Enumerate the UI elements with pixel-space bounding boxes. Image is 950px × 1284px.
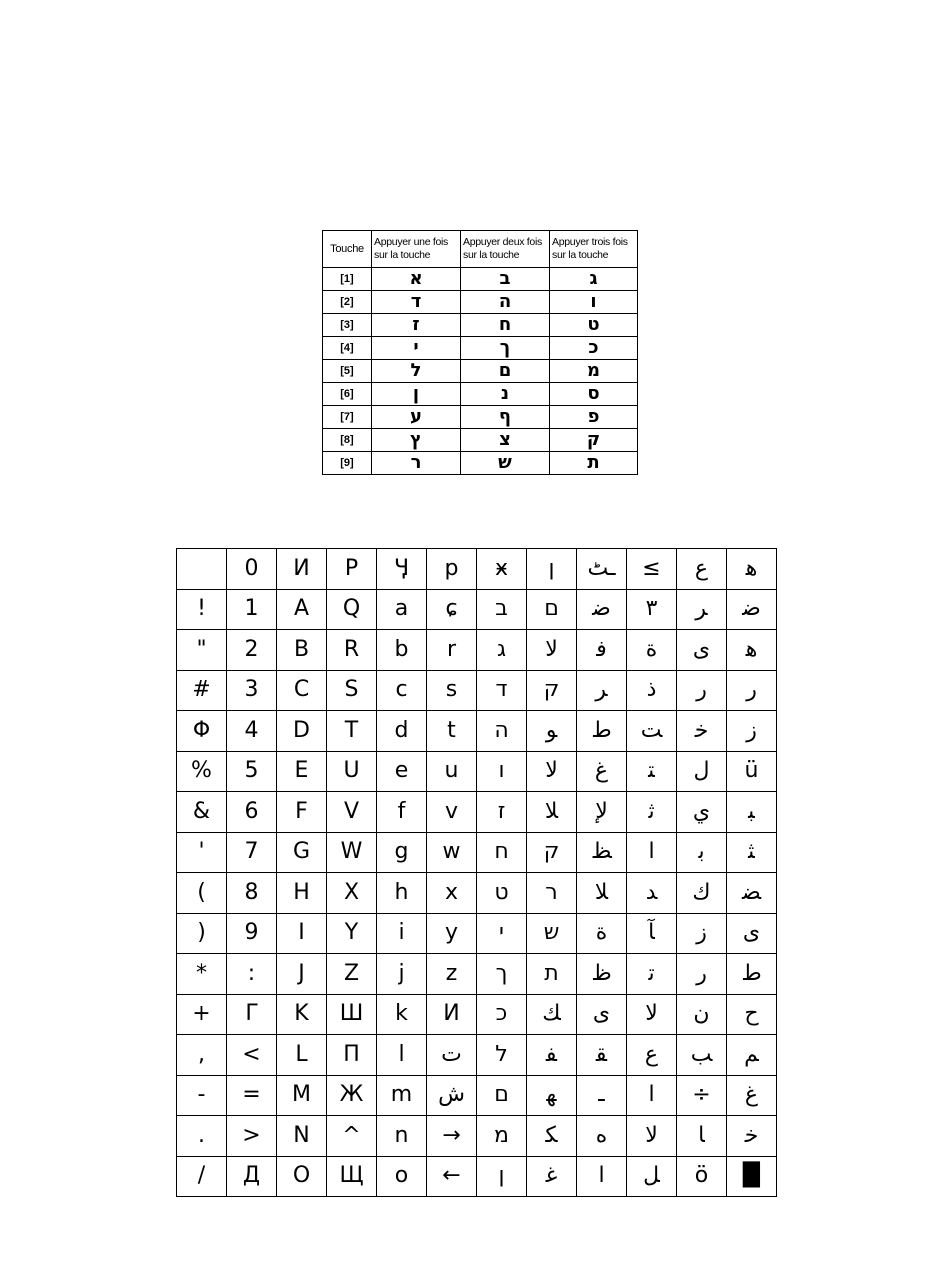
char-cell: ى <box>727 913 777 954</box>
key-cell: [6] <box>323 383 372 406</box>
press-twice-cell: ה <box>461 291 550 314</box>
char-cell: U <box>327 751 377 792</box>
char-cell: р <box>427 549 477 590</box>
char-cell: י <box>477 913 527 954</box>
char-cell: ﺭ <box>727 670 777 711</box>
char-cell: E <box>277 751 327 792</box>
hebrew-table-row <box>323 268 638 291</box>
char-cell: ג <box>477 630 527 671</box>
char-cell: 0 <box>227 549 277 590</box>
press-twice-cell: ח <box>461 314 550 337</box>
press-once-cell: א <box>372 268 461 291</box>
char-cell: ק <box>527 670 577 711</box>
char-cell: e <box>377 751 427 792</box>
char-cell: ة <box>627 630 677 671</box>
char-cell: Φ <box>177 711 227 752</box>
char-cell: " <box>177 630 227 671</box>
char-cell: ד <box>477 670 527 711</box>
char-cell: ﺮ <box>677 589 727 630</box>
char-cell: ﻬ <box>527 1075 577 1116</box>
char-cell: ≤ <box>627 549 677 590</box>
hebrew-table-row <box>323 452 638 475</box>
char-cell: ﺭ <box>677 954 727 995</box>
char-cell: כ <box>477 994 527 1035</box>
char-cell: ö <box>677 1156 727 1197</box>
char-cell: ﺮ <box>577 670 627 711</box>
char-cell: ﻞ <box>627 1156 677 1197</box>
char-cell: ع <box>677 549 727 590</box>
char-grid-row <box>177 630 777 671</box>
key-cell: [7] <box>323 406 372 429</box>
char-cell: ﺗ <box>627 954 677 995</box>
char-grid-row <box>177 549 777 590</box>
char-cell: ת <box>527 954 577 995</box>
char-cell: מ <box>477 1116 527 1157</box>
char-cell: 5 <box>227 751 277 792</box>
char-cell: ا <box>627 1075 677 1116</box>
key-cell: [3] <box>323 314 372 337</box>
char-cell: 7 <box>227 832 277 873</box>
char-grid-row <box>177 1035 777 1076</box>
char-grid-row <box>177 873 777 914</box>
hebrew-table-row <box>323 429 638 452</box>
char-cell: ﻁ <box>577 711 627 752</box>
hebrew-table-row <box>323 291 638 314</box>
press-thrice-cell: ס <box>550 383 638 406</box>
char-cell: ﺧ <box>677 711 727 752</box>
char-cell: И <box>427 994 477 1035</box>
char-grid-row <box>177 913 777 954</box>
char-cell: ^ <box>327 1116 377 1157</box>
char-cell: Щ <box>327 1156 377 1197</box>
char-grid-row <box>177 751 777 792</box>
char-cell: Q <box>327 589 377 630</box>
char-cell: 4 <box>227 711 277 752</box>
press-twice-cell: ף <box>461 406 550 429</box>
char-cell: ﻆ <box>577 832 627 873</box>
key-cell: [1] <box>323 268 372 291</box>
char-cell: ﻢ <box>727 1035 777 1076</box>
char-cell: W <box>327 832 377 873</box>
char-cell: < <box>227 1035 277 1076</box>
char-cell: ﺖ <box>627 711 677 752</box>
char-cell: Ӌ <box>377 549 427 590</box>
char-cell: ﻹ <box>577 792 627 833</box>
header-press-once: Appuyer une fois sur la touche <box>372 231 461 268</box>
char-cell: 3 <box>227 670 277 711</box>
char-cell: ל <box>477 1035 527 1076</box>
char-cell: # <box>177 670 227 711</box>
char-cell: ى <box>677 630 727 671</box>
char-cell: ٣ <box>627 589 677 630</box>
char-cell: ﻮ <box>527 711 577 752</box>
char-cell: P <box>327 549 377 590</box>
char-cell: ﺎ <box>677 1116 727 1157</box>
char-cell: Д <box>227 1156 277 1197</box>
char-cell: ن <box>677 994 727 1035</box>
char-cell: ﻻ <box>527 630 577 671</box>
char-cell: ← <box>427 1156 477 1197</box>
char-cell: * <box>177 954 227 995</box>
char-cell: ש <box>527 913 577 954</box>
press-thrice-cell: ט <box>550 314 638 337</box>
char-cell: N <box>277 1116 327 1157</box>
hebrew-table-row <box>323 360 638 383</box>
char-cell: z <box>427 954 477 995</box>
char-cell: g <box>377 832 427 873</box>
hebrew-table-row <box>323 314 638 337</box>
char-grid-row <box>177 832 777 873</box>
char-cell: ﺿ <box>577 589 627 630</box>
char-cell: ﺐ <box>677 1035 727 1076</box>
char-grid-row <box>177 589 777 630</box>
char-cell: █ <box>727 1156 777 1197</box>
char-cell: Z <box>327 954 377 995</box>
press-thrice-cell: מ <box>550 360 638 383</box>
char-cell: ﻫ <box>727 630 777 671</box>
press-twice-cell: נ <box>461 383 550 406</box>
press-once-cell: ל <box>372 360 461 383</box>
press-thrice-cell: פ <box>550 406 638 429</box>
press-thrice-cell: ק <box>550 429 638 452</box>
char-cell: Γ <box>227 994 277 1035</box>
char-cell: R <box>327 630 377 671</box>
char-grid-row <box>177 994 777 1035</box>
char-cell: ט <box>477 873 527 914</box>
char-cell: ﻩ <box>577 1116 627 1157</box>
char-cell: ﻼ <box>577 873 627 914</box>
char-cell: ﺡ <box>727 994 777 1035</box>
char-cell: ي <box>677 792 727 833</box>
char-cell: ـ <box>577 1075 627 1116</box>
char-cell: 9 <box>227 913 277 954</box>
char-cell: t <box>427 711 477 752</box>
key-cell: [9] <box>323 452 372 475</box>
char-cell: x <box>427 873 477 914</box>
char-cell: ﻙ <box>677 873 727 914</box>
char-cell: ך <box>477 954 527 995</box>
char-cell: O <box>277 1156 327 1197</box>
char-cell: ) <box>177 913 227 954</box>
char-cell: ﺛ <box>627 792 677 833</box>
char-cell <box>177 549 227 590</box>
char-cell: M <box>277 1075 327 1116</box>
char-cell: ז <box>477 792 527 833</box>
char-cell: Y <box>327 913 377 954</box>
char-cell: : <box>227 954 277 995</box>
hebrew-table-row <box>323 337 638 360</box>
char-cell: I <box>277 913 327 954</box>
char-grid-row <box>177 1156 777 1197</box>
char-cell: j <box>377 954 427 995</box>
char-cell: ﺭ <box>677 670 727 711</box>
char-cell: = <box>227 1075 277 1116</box>
press-once-cell: ע <box>372 406 461 429</box>
char-cell: / <box>177 1156 227 1197</box>
char-cell: o <box>377 1156 427 1197</box>
char-cell: D <box>277 711 327 752</box>
key-cell: [5] <box>323 360 372 383</box>
char-cell: ا <box>627 832 677 873</box>
char-cell: J <box>277 954 327 995</box>
char-cell: ﻍ <box>577 751 627 792</box>
char-cell: ﻏ <box>527 1156 577 1197</box>
char-cell: y <box>427 913 477 954</box>
char-grid-row <box>177 670 777 711</box>
char-cell: , <box>177 1035 227 1076</box>
char-cell: ﻚ <box>527 994 577 1035</box>
char-grid-row <box>177 792 777 833</box>
character-set-grid <box>176 548 777 1197</box>
char-cell: Ж <box>327 1075 377 1116</box>
char-cell: ﺧ <box>727 1116 777 1157</box>
char-cell: ﻻ <box>527 751 577 792</box>
char-grid-row <box>177 1116 777 1157</box>
char-cell: ﺒ <box>727 792 777 833</box>
char-cell: s <box>427 670 477 711</box>
press-once-cell: ץ <box>372 429 461 452</box>
press-twice-cell: ש <box>461 452 550 475</box>
char-cell: X <box>327 873 377 914</box>
char-cell: ﻔ <box>527 1035 577 1076</box>
char-cell: ן <box>477 1156 527 1197</box>
char-cell: - <box>177 1075 227 1116</box>
hebrew-table-row <box>323 406 638 429</box>
char-cell: Ш <box>327 994 377 1035</box>
char-cell: ם <box>527 589 577 630</box>
char-cell: F <box>277 792 327 833</box>
char-cell: ɕ <box>427 589 477 630</box>
char-cell: ﻼ <box>527 792 577 833</box>
char-cell: ן <box>527 549 577 590</box>
char-cell: l <box>377 1035 427 1076</box>
char-cell: b <box>377 630 427 671</box>
press-twice-cell: צ <box>461 429 550 452</box>
char-cell: K <box>277 994 327 1035</box>
char-cell: B <box>277 630 327 671</box>
char-cell: ם <box>477 1075 527 1116</box>
char-cell: + <box>177 994 227 1035</box>
char-cell: A <box>277 589 327 630</box>
press-thrice-cell: כ <box>550 337 638 360</box>
char-cell: ﻉ <box>627 1035 677 1076</box>
press-once-cell: ד <box>372 291 461 314</box>
char-cell: ﺘ <box>627 751 677 792</box>
char-cell: H <box>277 873 327 914</box>
char-cell: ﻀ <box>727 873 777 914</box>
key-cell: [4] <box>323 337 372 360</box>
char-cell: n <box>377 1116 427 1157</box>
char-cell: 8 <box>227 873 277 914</box>
char-cell: ـٹ <box>577 549 627 590</box>
char-cell: S <box>327 670 377 711</box>
press-once-cell: ר <box>372 452 461 475</box>
char-cell: ב <box>477 589 527 630</box>
char-cell: > <box>227 1116 277 1157</box>
char-cell: f <box>377 792 427 833</box>
char-cell: u <box>427 751 477 792</box>
press-thrice-cell: ג <box>550 268 638 291</box>
char-cell: L <box>277 1035 327 1076</box>
char-cell: ﻜ <box>527 1116 577 1157</box>
char-cell: ز <box>677 913 727 954</box>
char-cell: ﺿ <box>727 589 777 630</box>
hebrew-table-row <box>323 383 638 406</box>
char-cell: C <box>277 670 327 711</box>
char-cell: c <box>377 670 427 711</box>
char-cell: ل <box>677 751 727 792</box>
char-cell: h <box>377 873 427 914</box>
press-twice-cell: ב <box>461 268 550 291</box>
char-cell: ק <box>527 832 577 873</box>
char-cell: 6 <box>227 792 277 833</box>
hebrew-keypad-table <box>322 230 638 475</box>
char-cell: ﻫ <box>727 549 777 590</box>
char-cell: ﻓ <box>577 630 627 671</box>
char-cell: ﺵ <box>427 1075 477 1116</box>
char-cell: ﺜ <box>727 832 777 873</box>
char-cell: ח <box>477 832 527 873</box>
hebrew-table-header-row <box>323 231 638 268</box>
press-twice-cell: ם <box>461 360 550 383</box>
char-cell: ﺯ <box>727 711 777 752</box>
char-grid-row <box>177 1075 777 1116</box>
char-cell: ü <box>727 751 777 792</box>
char-cell: ﻻ <box>627 994 677 1035</box>
header-press-thrice: Appuyer trois fois sur la touche <box>550 231 638 268</box>
char-cell: ط <box>727 954 777 995</box>
char-cell: ( <box>177 873 227 914</box>
char-cell: ' <box>177 832 227 873</box>
char-cell: i <box>377 913 427 954</box>
char-cell: G <box>277 832 327 873</box>
char-cell: → <box>427 1116 477 1157</box>
char-cell: d <box>377 711 427 752</box>
key-cell: [2] <box>323 291 372 314</box>
char-cell: ﻯ <box>577 994 627 1035</box>
header-press-twice: Appuyer deux fois sur la touche <box>461 231 550 268</box>
char-cell: 1 <box>227 589 277 630</box>
char-cell: ! <box>177 589 227 630</box>
char-cell: k <box>377 994 427 1035</box>
char-cell: ﻅ <box>577 954 627 995</box>
char-cell: ﺪ <box>627 873 677 914</box>
char-cell: ÷ <box>677 1075 727 1116</box>
char-cell: ﺍ <box>577 1156 627 1197</box>
char-cell: ﻻ <box>627 1116 677 1157</box>
char-cell: ﻘ <box>577 1035 627 1076</box>
char-cell: ذ <box>627 670 677 711</box>
press-once-cell: ן <box>372 383 461 406</box>
char-cell: Π <box>327 1035 377 1076</box>
char-cell: ӿ <box>477 549 527 590</box>
char-cell: v <box>427 792 477 833</box>
char-cell: r <box>427 630 477 671</box>
char-cell: w <box>427 832 477 873</box>
char-cell: & <box>177 792 227 833</box>
char-cell: . <box>177 1116 227 1157</box>
char-cell: ﺕ <box>427 1035 477 1076</box>
press-once-cell: ז <box>372 314 461 337</box>
char-cell: a <box>377 589 427 630</box>
char-cell: m <box>377 1075 427 1116</box>
press-thrice-cell: ת <box>550 452 638 475</box>
press-twice-cell: ך <box>461 337 550 360</box>
char-cell: 2 <box>227 630 277 671</box>
press-thrice-cell: ו <box>550 291 638 314</box>
char-cell: غ <box>727 1075 777 1116</box>
char-grid-row <box>177 711 777 752</box>
char-cell: ר <box>527 873 577 914</box>
press-once-cell: י <box>372 337 461 360</box>
char-cell: ﺂ <box>627 913 677 954</box>
header-key: Touche <box>323 231 372 268</box>
char-cell: V <box>327 792 377 833</box>
char-cell: ﺓ <box>577 913 627 954</box>
char-cell: % <box>177 751 227 792</box>
char-cell: ה <box>477 711 527 752</box>
char-grid-row <box>177 954 777 995</box>
char-cell: ﺑ <box>677 832 727 873</box>
char-cell: ו <box>477 751 527 792</box>
char-cell: И <box>277 549 327 590</box>
key-cell: [8] <box>323 429 372 452</box>
char-cell: T <box>327 711 377 752</box>
